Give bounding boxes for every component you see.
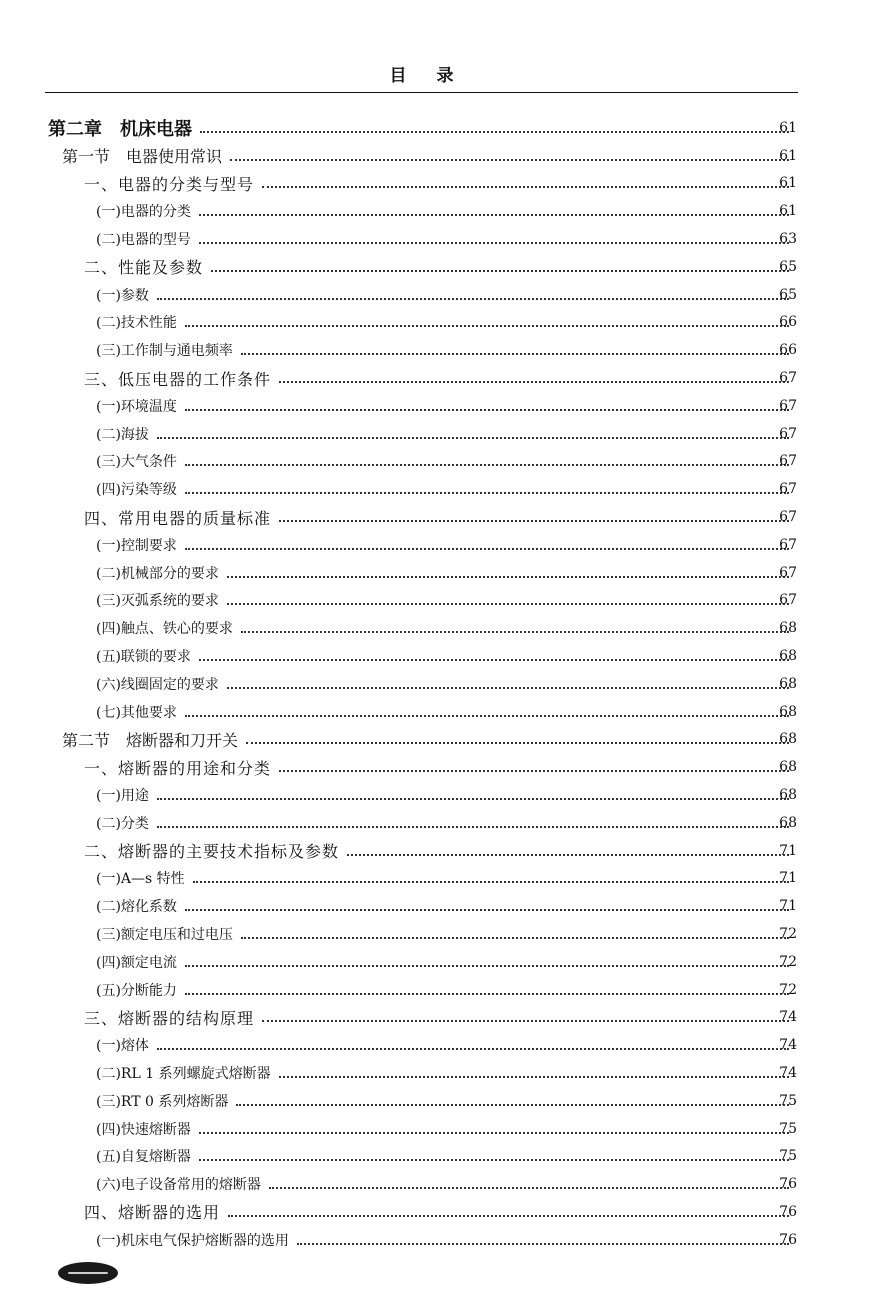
- toc-leader-dots: [199, 242, 789, 244]
- toc-entry-page: 74: [779, 1064, 797, 1081]
- toc-entry-page: 68: [779, 648, 797, 665]
- toc-entry[interactable]: [0, 1031, 875, 1059]
- toc-entry[interactable]: [0, 114, 875, 142]
- toc-leader-dots: [185, 464, 789, 466]
- toc-entry-page: 67: [779, 425, 797, 442]
- toc-leader-dots: [185, 492, 789, 494]
- toc-entry-label: (三)RT 0 系列熔断器: [96, 1093, 229, 1110]
- toc-entry-page: 71: [779, 898, 797, 915]
- toc-entry-label: 第二章 机床电器: [48, 118, 192, 140]
- toc-entry-label: (四)快速熔断器: [96, 1121, 191, 1138]
- toc-leader-dots: [185, 909, 789, 911]
- toc-entry[interactable]: [0, 170, 875, 198]
- toc-entry-label: 第一节 电器使用常识: [62, 147, 223, 167]
- toc-entry-label: 第二节 熔断器和刀开关: [62, 730, 239, 750]
- toc-entry-page: 68: [779, 620, 797, 637]
- toc-entry-label: 一、电器的分类与型号: [84, 174, 255, 194]
- toc-leader-dots: [157, 298, 789, 300]
- toc-entry-label: (二)机械部分的要求: [96, 565, 219, 582]
- toc-leader-dots: [157, 437, 789, 439]
- toc-entry-page: 71: [779, 842, 797, 859]
- toc-leader-dots: [193, 881, 789, 883]
- toc-leader-dots: [185, 993, 789, 995]
- toc-entry[interactable]: [0, 475, 875, 503]
- toc-leader-dots: [241, 937, 789, 939]
- toc-entry-page: 72: [779, 926, 797, 942]
- toc-entry-page: 67: [779, 536, 797, 553]
- toc-entry-page: 76: [779, 1203, 797, 1220]
- toc-leader-dots: [236, 1104, 789, 1106]
- toc-entry-label: 三、熔断器的结构原理: [84, 1008, 255, 1028]
- toc-entry-page: 66: [779, 314, 797, 331]
- toc-entry[interactable]: [0, 726, 875, 754]
- toc-entry-page: 66: [779, 342, 797, 359]
- toc-leader-dots: [199, 659, 789, 661]
- toc-entry-label: (四)额定电流: [96, 954, 177, 971]
- toc-entry-page: 74: [779, 1037, 797, 1054]
- toc-leader-dots: [157, 826, 789, 828]
- toc-entry-page: 67: [779, 453, 797, 470]
- toc-leader-dots: [279, 1076, 789, 1078]
- toc-entry-label: (三)工作制与通电频率: [96, 343, 233, 360]
- toc-entry[interactable]: [0, 531, 875, 559]
- toc-leader-dots: [279, 770, 789, 772]
- toc-entry-label: (三)大气条件: [96, 454, 177, 471]
- toc-entry-label: (一)参数: [96, 287, 149, 304]
- toc-leader-dots: [227, 576, 789, 578]
- toc-leader-dots: [241, 631, 789, 633]
- toc-entry-label: (二)技术性能: [96, 315, 177, 332]
- toc-entry-page: 67: [779, 592, 797, 609]
- toc-entry-label: (一)A—s 特性: [96, 871, 185, 888]
- toc-entry[interactable]: [0, 1142, 875, 1170]
- toc-entry-label: (一)控制要求: [96, 537, 177, 554]
- toc-entry-page: 67: [779, 481, 797, 498]
- toc-entry-page: 75: [779, 1148, 797, 1165]
- toc-entry[interactable]: [0, 837, 875, 865]
- toc-entry[interactable]: [0, 448, 875, 476]
- toc-entry-label: (五)分断能力: [96, 982, 177, 999]
- toc-entry-page: 68: [779, 731, 797, 748]
- toc-leader-dots: [185, 409, 789, 411]
- toc-entry[interactable]: [0, 670, 875, 698]
- toc-entry-page: 65: [779, 258, 797, 275]
- toc-entry[interactable]: [0, 1198, 875, 1226]
- toc-entry-label: 三、低压电器的工作条件: [84, 369, 272, 389]
- toc-leader-dots: [199, 1132, 789, 1134]
- toc-entry-page: 68: [779, 703, 797, 720]
- toc-entry-page: 72: [779, 953, 797, 970]
- toc-leader-dots: [185, 325, 789, 327]
- toc-leader-dots: [279, 520, 789, 522]
- toc-entry-label: (五)自复熔断器: [96, 1149, 191, 1166]
- toc-entry[interactable]: [0, 587, 875, 615]
- toc-entry-page: 63: [779, 231, 797, 248]
- toc-entry-page: 61: [779, 119, 797, 136]
- toc-entry-label: (一)熔体: [96, 1038, 149, 1055]
- toc-entry[interactable]: [0, 698, 875, 726]
- toc-entry-page: 68: [779, 814, 797, 831]
- toc-entry-page: 67: [779, 509, 797, 526]
- toc-entry-label: (六)电子设备常用的熔断器: [96, 1177, 261, 1194]
- toc-entry-label: (五)联锁的要求: [96, 649, 191, 666]
- toc-entry-page: 61: [779, 147, 797, 164]
- toc-entry-page: 61: [779, 175, 797, 192]
- toc-entry-page: 67: [779, 397, 797, 414]
- toc-leader-dots: [185, 965, 789, 967]
- toc-entry-label: (七)其他要求: [96, 704, 177, 721]
- toc-entry-label: (一)用途: [96, 788, 149, 805]
- table-of-contents: [0, 114, 875, 1254]
- toc-entry-page: 65: [779, 286, 797, 303]
- toc-entry-label: 四、常用电器的质量标准: [84, 508, 272, 528]
- toc-entry[interactable]: [0, 225, 875, 253]
- toc-leader-dots: [279, 381, 789, 383]
- header-rule: [45, 92, 798, 93]
- toc-leader-dots: [185, 548, 789, 550]
- toc-entry[interactable]: [0, 920, 875, 948]
- toc-leader-dots: [347, 854, 789, 856]
- toc-entry-label: 一、熔断器的用途和分类: [84, 758, 272, 778]
- toc-entry[interactable]: [0, 976, 875, 1004]
- page-title: 目录: [389, 66, 484, 86]
- toc-entry[interactable]: [0, 197, 875, 225]
- toc-entry-label: (一)电器的分类: [96, 204, 191, 221]
- toc-entry-page: 67: [779, 370, 797, 387]
- toc-entry[interactable]: [0, 364, 875, 392]
- page-number-badge: [58, 1262, 118, 1284]
- toc-entry-label: (六)线圈固定的要求: [96, 676, 219, 693]
- toc-entry-page: 76: [779, 1176, 797, 1193]
- toc-entry-label: (四)触点、铁心的要求: [96, 621, 233, 638]
- toc-entry-label: (一)环境温度: [96, 398, 177, 415]
- toc-leader-dots: [269, 1187, 789, 1189]
- toc-entry-page: 75: [779, 1120, 797, 1137]
- toc-entry[interactable]: [0, 892, 875, 920]
- toc-entry[interactable]: [0, 1115, 875, 1143]
- toc-entry[interactable]: [0, 281, 875, 309]
- toc-leader-dots: [297, 1243, 789, 1245]
- toc-entry[interactable]: [0, 948, 875, 976]
- toc-entry[interactable]: [0, 336, 875, 364]
- toc-leader-dots: [157, 1048, 789, 1050]
- toc-entry-label: 四、熔断器的选用: [84, 1203, 221, 1223]
- toc-entry[interactable]: [0, 1226, 875, 1254]
- toc-entry[interactable]: [0, 642, 875, 670]
- toc-entry-label: (三)额定电压和过电压: [96, 927, 233, 943]
- toc-entry[interactable]: [0, 309, 875, 337]
- toc-entry[interactable]: [0, 392, 875, 420]
- toc-entry[interactable]: [0, 253, 875, 281]
- toc-entry-label: 二、性能及参数: [84, 258, 204, 278]
- toc-entry[interactable]: [0, 865, 875, 893]
- toc-entry-page: 61: [779, 203, 797, 220]
- toc-entry-label: 二、熔断器的主要技术指标及参数: [84, 842, 340, 862]
- toc-entry-label: (二)海拔: [96, 426, 149, 443]
- toc-entry-page: 68: [779, 787, 797, 804]
- toc-leader-dots: [157, 798, 789, 800]
- toc-leader-dots: [246, 742, 789, 744]
- toc-entry-page: 71: [779, 870, 797, 887]
- toc-entry[interactable]: [0, 614, 875, 642]
- toc-entry-page: 76: [779, 1231, 797, 1248]
- toc-entry-label: (二)熔化系数: [96, 899, 177, 916]
- toc-entry-label: (二)电器的型号: [96, 232, 191, 249]
- toc-entry-label: (二)分类: [96, 815, 149, 832]
- toc-entry[interactable]: [0, 1004, 875, 1032]
- toc-entry[interactable]: [0, 1087, 875, 1115]
- toc-leader-dots: [211, 270, 789, 272]
- toc-entry[interactable]: [0, 142, 875, 170]
- toc-entry[interactable]: [0, 503, 875, 531]
- toc-leader-dots: [262, 186, 789, 188]
- toc-entry[interactable]: [0, 753, 875, 781]
- toc-entry[interactable]: [0, 559, 875, 587]
- toc-entry-page: 67: [779, 564, 797, 581]
- toc-entry-page: 68: [779, 759, 797, 776]
- toc-entry-label: (二)RL 1 系列螺旋式熔断器: [96, 1065, 271, 1082]
- toc-leader-dots: [262, 1020, 789, 1022]
- toc-leader-dots: [185, 715, 789, 717]
- toc-leader-dots: [199, 214, 789, 216]
- toc-entry-label: (一)机床电气保护熔断器的选用: [96, 1232, 289, 1249]
- toc-entry[interactable]: [0, 420, 875, 448]
- page-number-badge-mark: [68, 1272, 108, 1274]
- toc-leader-dots: [200, 131, 789, 133]
- toc-entry[interactable]: [0, 781, 875, 809]
- toc-entry-label: (三)灭弧系统的要求: [96, 593, 219, 610]
- toc-leader-dots: [227, 687, 789, 689]
- toc-leader-dots: [228, 1215, 789, 1217]
- toc-entry[interactable]: [0, 1059, 875, 1087]
- toc-entry-page: 74: [779, 1009, 797, 1026]
- toc-entry-page: 68: [779, 675, 797, 692]
- toc-leader-dots: [199, 1159, 789, 1161]
- toc-entry-label: (四)污染等级: [96, 482, 177, 499]
- toc-entry-page: 72: [779, 981, 797, 998]
- toc-leader-dots: [241, 353, 789, 355]
- toc-entry[interactable]: [0, 1170, 875, 1198]
- toc-leader-dots: [227, 603, 789, 605]
- toc-entry-page: 75: [779, 1092, 797, 1109]
- toc-entry[interactable]: [0, 809, 875, 837]
- toc-leader-dots: [230, 159, 789, 161]
